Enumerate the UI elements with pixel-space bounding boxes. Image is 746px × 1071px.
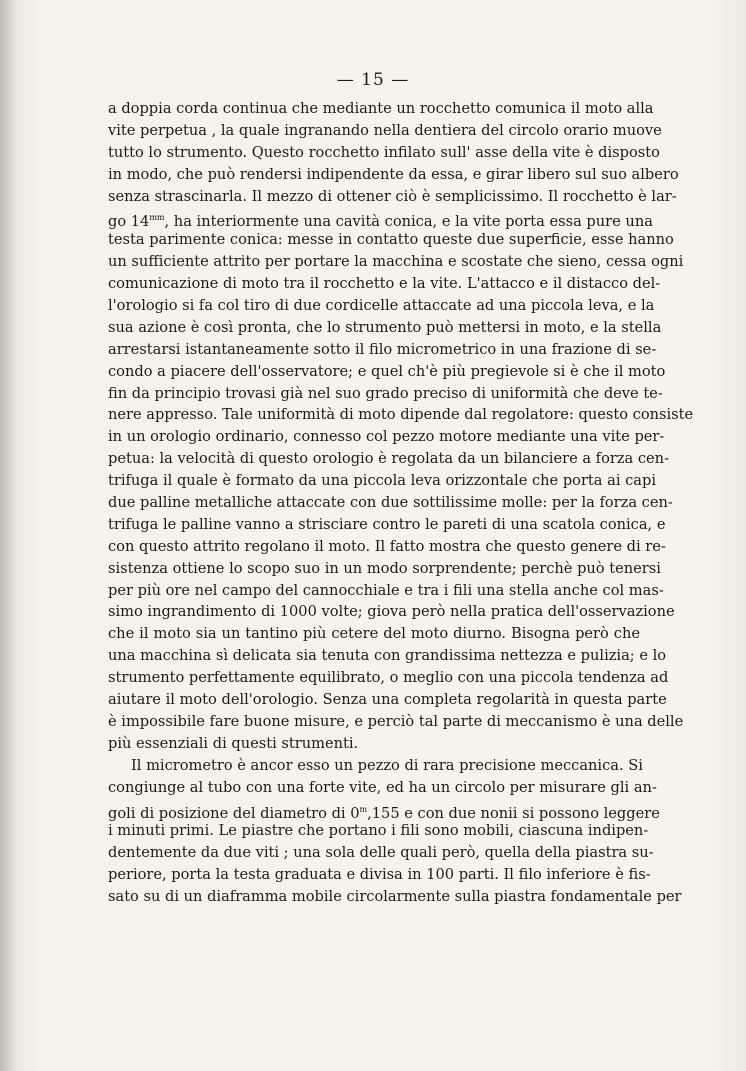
unit-superscript: mm	[149, 213, 165, 223]
text-line: è impossibile fare buone misure, e perciò tal parte di meccanismo è una delle	[108, 712, 684, 730]
body-text	[108, 98, 694, 908]
text-line: tutto lo strumento. Questo rocchetto infilato sull' asse della vite è disposto	[108, 143, 660, 161]
paragraph-1	[108, 98, 694, 755]
text-line: congiunge al tubo con una forte vite, ed ha un circolo per misurare gli an-	[108, 778, 657, 796]
text-line: strumento perfettamente equilibrato, o meglio con una piccola tendenza ad	[108, 669, 669, 687]
text-line: due palline metalliche attaccate con due sottilissime molle: per la forza cen-	[108, 494, 673, 512]
text-line: dentemente da due viti ; una sola delle quali però, quella della piastra su-	[108, 844, 654, 862]
line-text-before: go 14	[108, 213, 150, 231]
text-line: Il micrometro è ancor esso un pezzo di rara precisione meccanica. Si	[131, 756, 643, 774]
text-line: nere appresso. Tale uniformità di moto dipende dal regolatore: questo consiste	[108, 406, 694, 424]
text-line: in un orologio ordinario, connesso col pezzo motore mediante una vite per-	[108, 428, 665, 446]
text-line: per più ore nel campo del cannocchiale e tra i fili una stella anche col mas-	[108, 581, 664, 599]
text-line: comunicazione di moto tra il rocchetto e la vite. L'attacco e il distacco del-	[108, 275, 661, 293]
text-line: l'orologio si fa col tiro di due cordicelle attaccate ad una piccola leva, e la	[108, 297, 655, 315]
text-line: una macchina sì delicata sia tenuta con grandissima nettezza e pulizia; e lo	[108, 647, 667, 665]
line-text-after: ,155 e con due nonii si possono leggere	[367, 804, 660, 822]
paragraph-2	[108, 755, 682, 908]
text-line	[108, 207, 653, 231]
binding-shadow	[0, 0, 18, 1071]
text-line: arrestarsi istantaneamente sotto il filo micrometrico in una frazione di se-	[108, 340, 657, 358]
page-number: — 15 —	[336, 70, 410, 90]
text-line: condo a piacere dell'osservatore; e quel ch'è più pregievole si è che il moto	[108, 362, 666, 380]
text-line: aiutare il moto dell'orologio. Senza una completa regolarità in questa parte	[108, 691, 667, 709]
text-line: testa parimente conica: messe in contatto queste due superficie, esse hanno	[108, 231, 674, 249]
text-line: i minuti primi. Le piastre che portano i fili sono mobili, ciascuna indipen-	[108, 822, 649, 840]
line-text-before: goli di posizione del diametro di 0	[108, 804, 360, 822]
text-line: petua: la velocità di questo orologio è regolata da un bilanciere a forza cen-	[108, 450, 670, 468]
text-line: sato su di un diaframma mobile circolarmente sulla piastra fondamentale per	[108, 888, 682, 906]
text-line: trifuga le palline vanno a strisciare contro le pareti di una scatola conica, e	[108, 515, 666, 533]
text-line: fin da principio trovasi già nel suo grado preciso di uniformità che deve te-	[108, 384, 663, 402]
text-line: sistenza ottiene lo scopo suo in un modo sorprendente; perchè può tenersi	[108, 559, 661, 577]
text-line: un sufficiente attrito per portare la macchina e scostate che sieno, cessa ogni	[108, 253, 684, 271]
text-line: senza strascinarla. Il mezzo di ottener ciò è semplicissimo. Il rocchetto è lar-	[108, 187, 677, 205]
text-line: periore, porta la testa graduata e divisa in 100 parti. Il filo inferiore è fis-	[108, 866, 651, 884]
text-line: più essenziali di questi strumenti.	[108, 734, 359, 752]
text-line: trifuga il quale è formato da una piccola leva orizzontale che porta ai capi	[108, 472, 657, 490]
text-line: simo ingrandimento di 1000 volte; giova però nella pratica dell'osservazione	[108, 603, 675, 621]
line-text-after: , ha interiormente una cavità conica, e la vite porta essa pure una	[164, 213, 653, 231]
text-line: sua azione è così pronta, che lo strumento può mettersi in moto, e la stella	[108, 318, 662, 336]
text-line: a doppia corda continua che mediante un rocchetto comunica il moto alla	[108, 100, 654, 117]
text-line: vite perpetua , la quale ingranando nella dentiera del circolo orario muove	[108, 121, 662, 139]
text-line: con questo attrito regolano il moto. Il fatto mostra che questo genere di re-	[108, 537, 666, 555]
unit-superscript: m	[359, 804, 368, 814]
text-line	[108, 799, 660, 822]
text-line: in modo, che può rendersi indipendente da essa, e girar libero sul suo albero	[108, 165, 679, 183]
text-line: che il moto sia un tantino più cetere del moto diurno. Bisogna però che	[108, 625, 640, 643]
